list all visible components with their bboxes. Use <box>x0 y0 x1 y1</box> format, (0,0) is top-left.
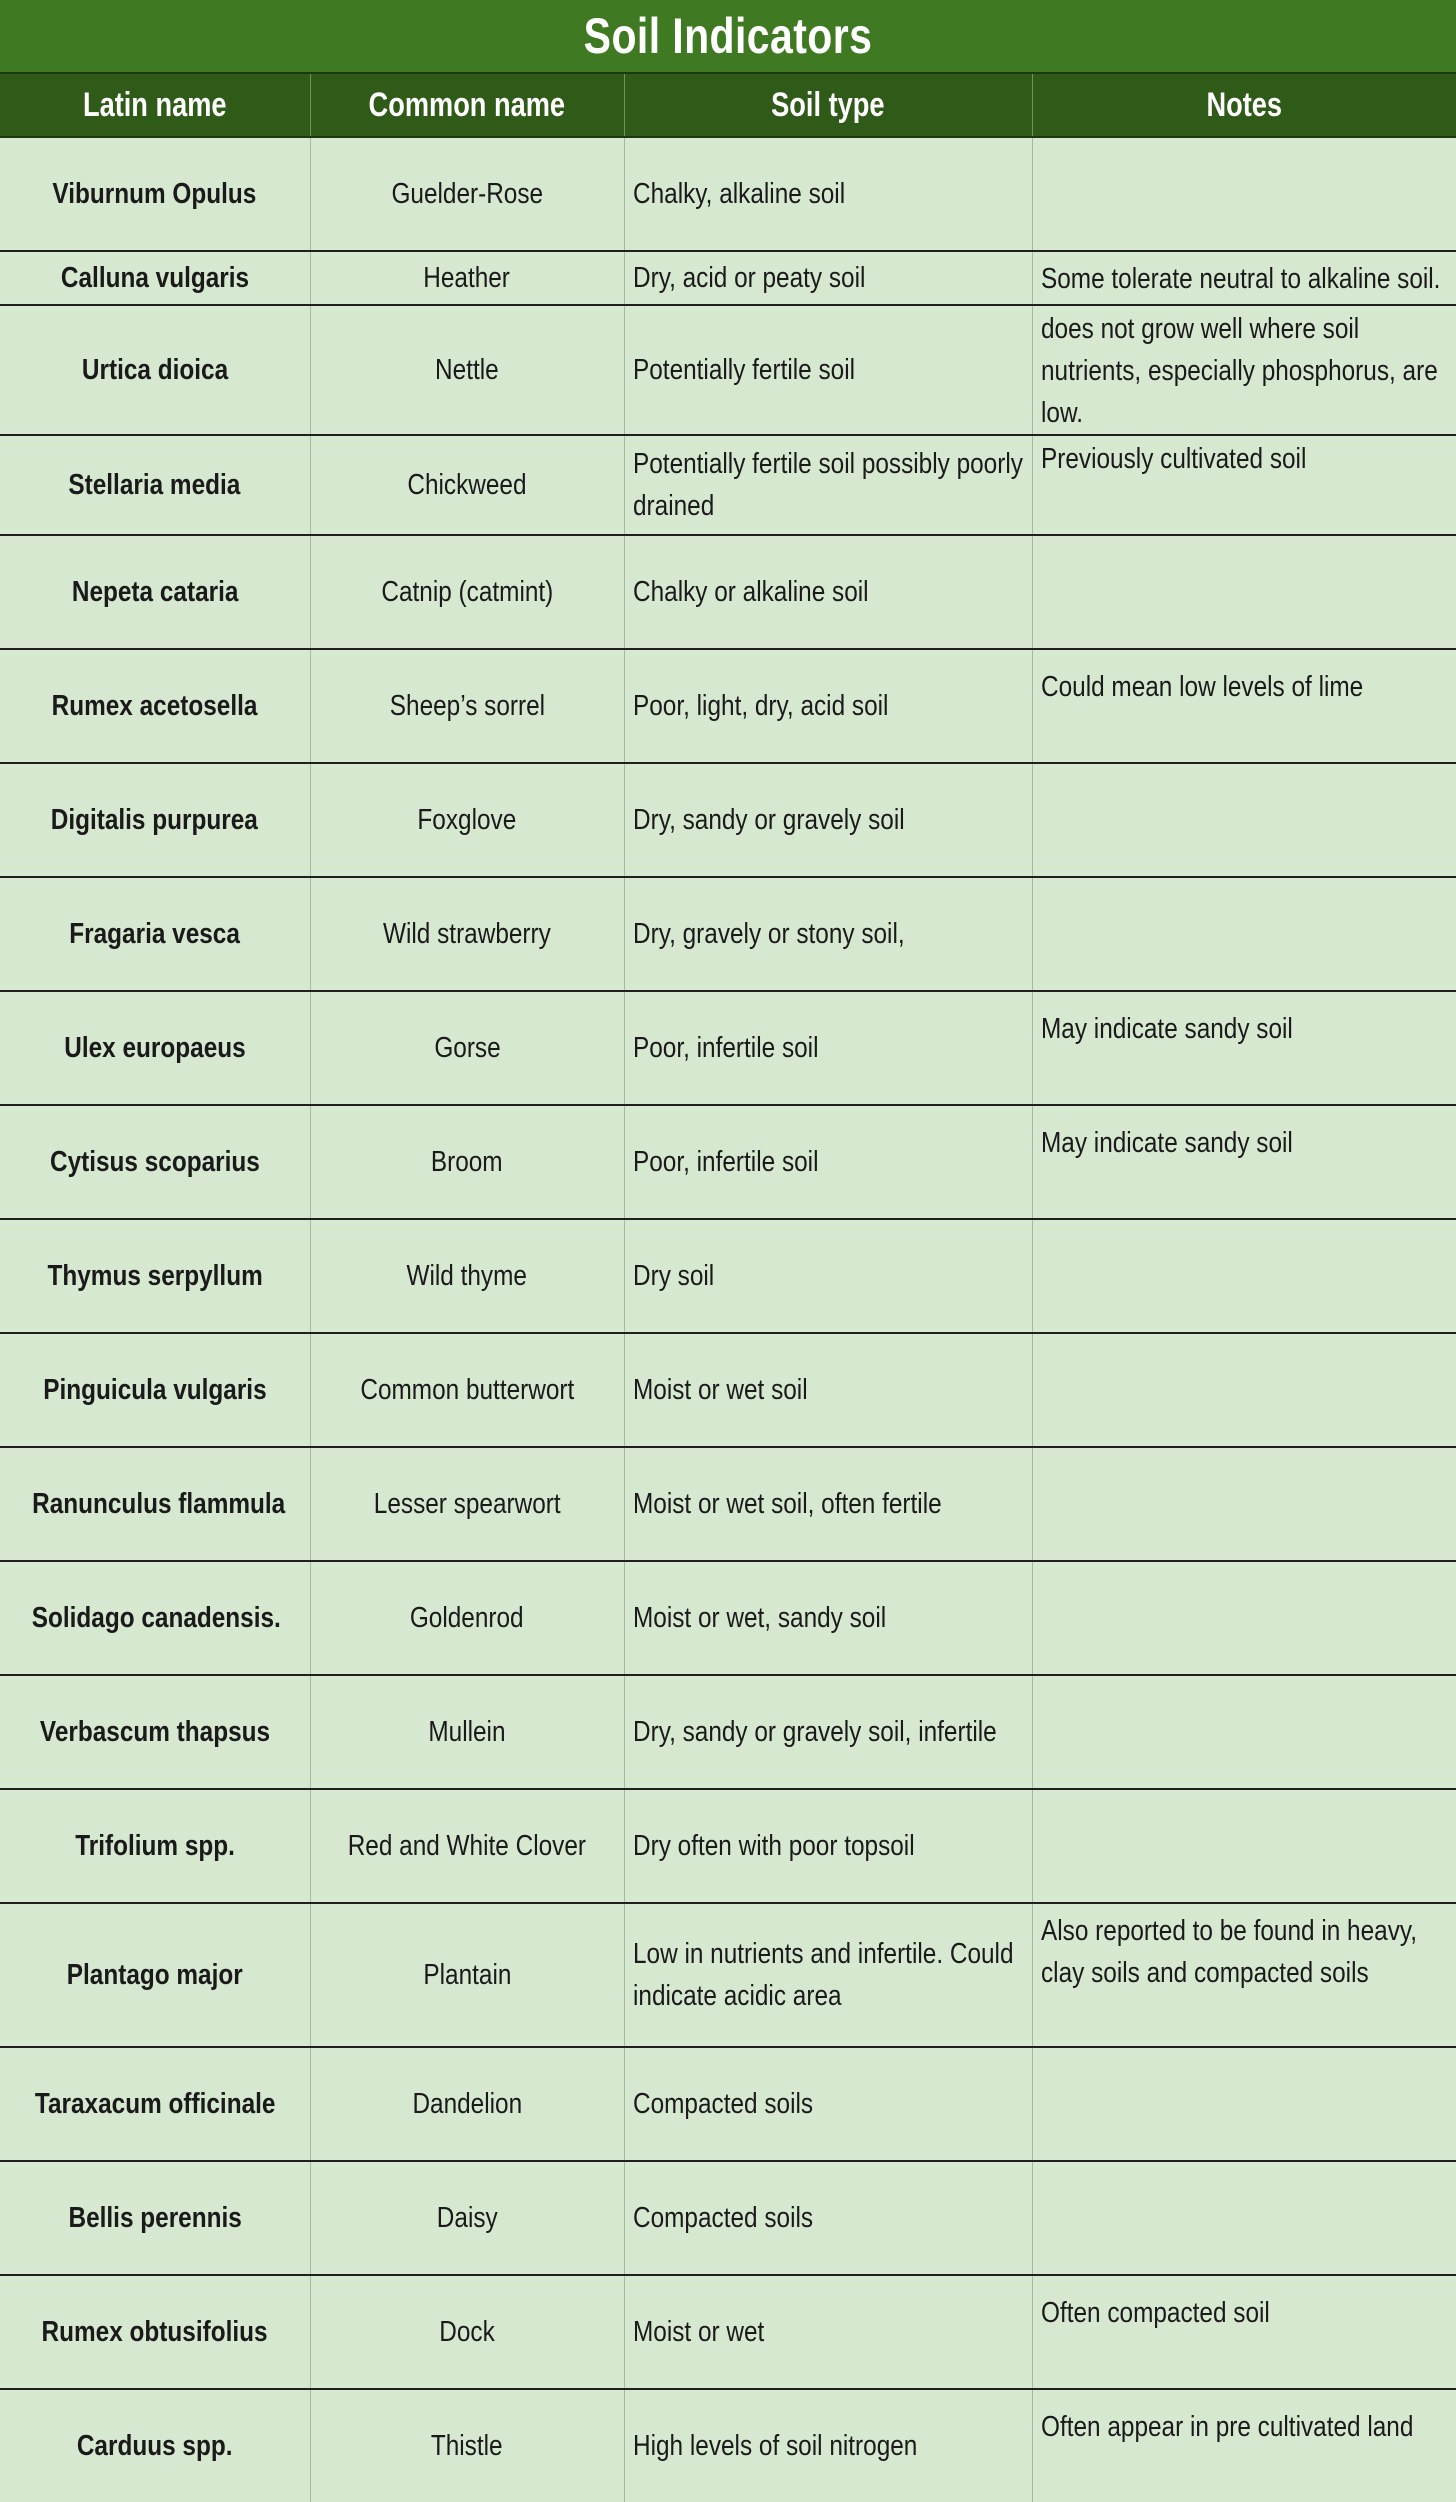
table-row <box>0 2275 1456 2389</box>
latin-name-cell: Urtica dioica <box>0 305 310 435</box>
table-row <box>0 649 1456 763</box>
latin-name-cell: Trifolium spp. <box>0 1789 310 1903</box>
soil-type-cell: Poor, light, dry, acid soil <box>624 649 1032 763</box>
table-row <box>0 535 1456 649</box>
notes-cell: Could mean low levels of lime <box>1032 649 1456 763</box>
common-name-cell: Wild thyme <box>310 1219 624 1333</box>
latin-name-cell: Ulex europaeus <box>0 991 310 1105</box>
soil-type-cell: Dry often with poor topsoil <box>624 1789 1032 1903</box>
notes-cell <box>1032 535 1456 649</box>
table-row <box>0 137 1456 251</box>
header-row <box>0 73 1456 137</box>
table-row <box>0 877 1456 991</box>
notes-cell <box>1032 877 1456 991</box>
notes-cell <box>1032 2047 1456 2161</box>
table-body <box>0 137 1456 2502</box>
soil-type-cell: Poor, infertile soil <box>624 991 1032 1105</box>
latin-name-cell: Solidago canadensis. <box>0 1561 310 1675</box>
column-header-soil-type: Soil type <box>624 73 1032 137</box>
common-name-cell: Sheep’s sorrel <box>310 649 624 763</box>
soil-type-cell: Compacted soils <box>624 2047 1032 2161</box>
latin-name-cell: Stellaria media <box>0 435 310 535</box>
latin-name-cell: Carduus spp. <box>0 2389 310 2502</box>
latin-name-cell: Taraxacum officinale <box>0 2047 310 2161</box>
notes-cell: Previously cultivated soil <box>1032 435 1456 535</box>
table-row <box>0 1333 1456 1447</box>
common-name-cell: Gorse <box>310 991 624 1105</box>
latin-name-cell: Ranunculus flammula <box>0 1447 310 1561</box>
notes-cell: May indicate sandy soil <box>1032 991 1456 1105</box>
table-row <box>0 1675 1456 1789</box>
common-name-cell: Common butterwort <box>310 1333 624 1447</box>
latin-name-cell: Thymus serpyllum <box>0 1219 310 1333</box>
notes-cell <box>1032 1789 1456 1903</box>
soil-type-cell: Low in nutrients and infertile. Could indicate acidic area <box>624 1903 1032 2047</box>
soil-type-cell: Dry, sandy or gravely soil, infertile <box>624 1675 1032 1789</box>
latin-name-cell: Bellis perennis <box>0 2161 310 2275</box>
column-header-latin-name: Latin name <box>0 73 310 137</box>
column-header-notes: Notes <box>1032 73 1456 137</box>
soil-type-cell: High levels of soil nitrogen <box>624 2389 1032 2502</box>
notes-cell: May indicate sandy soil <box>1032 1105 1456 1219</box>
soil-type-cell: Potentially fertile soil <box>624 305 1032 435</box>
notes-cell <box>1032 2161 1456 2275</box>
table-row <box>0 251 1456 305</box>
latin-name-cell: Verbascum thapsus <box>0 1675 310 1789</box>
common-name-cell: Red and White Clover <box>310 1789 624 1903</box>
soil-type-cell: Dry, sandy or gravely soil <box>624 763 1032 877</box>
common-name-cell: Lesser spearwort <box>310 1447 624 1561</box>
soil-type-cell: Poor, infertile soil <box>624 1105 1032 1219</box>
notes-cell: Some tolerate neutral to alkaline soil. <box>1032 251 1456 305</box>
notes-cell: Often appear in pre cultivated land <box>1032 2389 1456 2502</box>
latin-name-cell: Pinguicula vulgaris <box>0 1333 310 1447</box>
notes-cell <box>1032 137 1456 251</box>
notes-cell <box>1032 1561 1456 1675</box>
table-row <box>0 1447 1456 1561</box>
soil-type-cell: Potentially fertile soil possibly poorly drained <box>624 435 1032 535</box>
notes-cell: Also reported to be found in heavy, clay soils and compacted soils <box>1032 1903 1456 2047</box>
common-name-cell: Wild strawberry <box>310 877 624 991</box>
common-name-cell: Heather <box>310 251 624 305</box>
notes-cell <box>1032 763 1456 877</box>
soil-type-cell: Dry soil <box>624 1219 1032 1333</box>
notes-cell <box>1032 1675 1456 1789</box>
soil-type-cell: Chalky, alkaline soil <box>624 137 1032 251</box>
common-name-cell: Catnip (catmint) <box>310 535 624 649</box>
latin-name-cell: Plantago major <box>0 1903 310 2047</box>
table-row <box>0 2389 1456 2502</box>
table-row <box>0 305 1456 435</box>
common-name-cell: Dock <box>310 2275 624 2389</box>
table-row <box>0 1105 1456 1219</box>
title-bar <box>0 0 1456 72</box>
notes-cell <box>1032 1447 1456 1561</box>
latin-name-cell: Nepeta cataria <box>0 535 310 649</box>
notes-cell <box>1032 1333 1456 1447</box>
table-row <box>0 2047 1456 2161</box>
table-row <box>0 2161 1456 2275</box>
table-row <box>0 1903 1456 2047</box>
column-header-common-name: Common name <box>310 73 624 137</box>
notes-cell <box>1032 1219 1456 1333</box>
table-row <box>0 435 1456 535</box>
common-name-cell: Foxglove <box>310 763 624 877</box>
common-name-cell: Goldenrod <box>310 1561 624 1675</box>
table-row <box>0 1561 1456 1675</box>
common-name-cell: Daisy <box>310 2161 624 2275</box>
latin-name-cell: Calluna vulgaris <box>0 251 310 305</box>
latin-name-cell: Fragaria vesca <box>0 877 310 991</box>
latin-name-cell: Rumex acetosella <box>0 649 310 763</box>
common-name-cell: Chickweed <box>310 435 624 535</box>
common-name-cell: Mullein <box>310 1675 624 1789</box>
soil-type-cell: Chalky or alkaline soil <box>624 535 1032 649</box>
common-name-cell: Guelder-Rose <box>310 137 624 251</box>
notes-cell: Often compacted soil <box>1032 2275 1456 2389</box>
soil-type-cell: Compacted soils <box>624 2161 1032 2275</box>
soil-type-cell: Dry, gravely or stony soil, <box>624 877 1032 991</box>
common-name-cell: Dandelion <box>310 2047 624 2161</box>
notes-cell: does not grow well where soil nutrients, especially phosphorus, are low. <box>1032 305 1456 435</box>
table-row <box>0 763 1456 877</box>
table-row <box>0 1219 1456 1333</box>
soil-type-cell: Dry, acid or peaty soil <box>624 251 1032 305</box>
latin-name-cell: Digitalis purpurea <box>0 763 310 877</box>
page-title: Soil Indicators <box>583 8 873 64</box>
table-row <box>0 991 1456 1105</box>
common-name-cell: Plantain <box>310 1903 624 2047</box>
soil-type-cell: Moist or wet, sandy soil <box>624 1561 1032 1675</box>
table-header <box>0 73 1456 137</box>
soil-type-cell: Moist or wet soil <box>624 1333 1032 1447</box>
latin-name-cell: Cytisus scoparius <box>0 1105 310 1219</box>
common-name-cell: Thistle <box>310 2389 624 2502</box>
common-name-cell: Nettle <box>310 305 624 435</box>
soil-type-cell: Moist or wet soil, often fertile <box>624 1447 1032 1561</box>
soil-type-cell: Moist or wet <box>624 2275 1032 2389</box>
common-name-cell: Broom <box>310 1105 624 1219</box>
latin-name-cell: Viburnum Opulus <box>0 137 310 251</box>
table-row <box>0 1789 1456 1903</box>
latin-name-cell: Rumex obtusifolius <box>0 2275 310 2389</box>
